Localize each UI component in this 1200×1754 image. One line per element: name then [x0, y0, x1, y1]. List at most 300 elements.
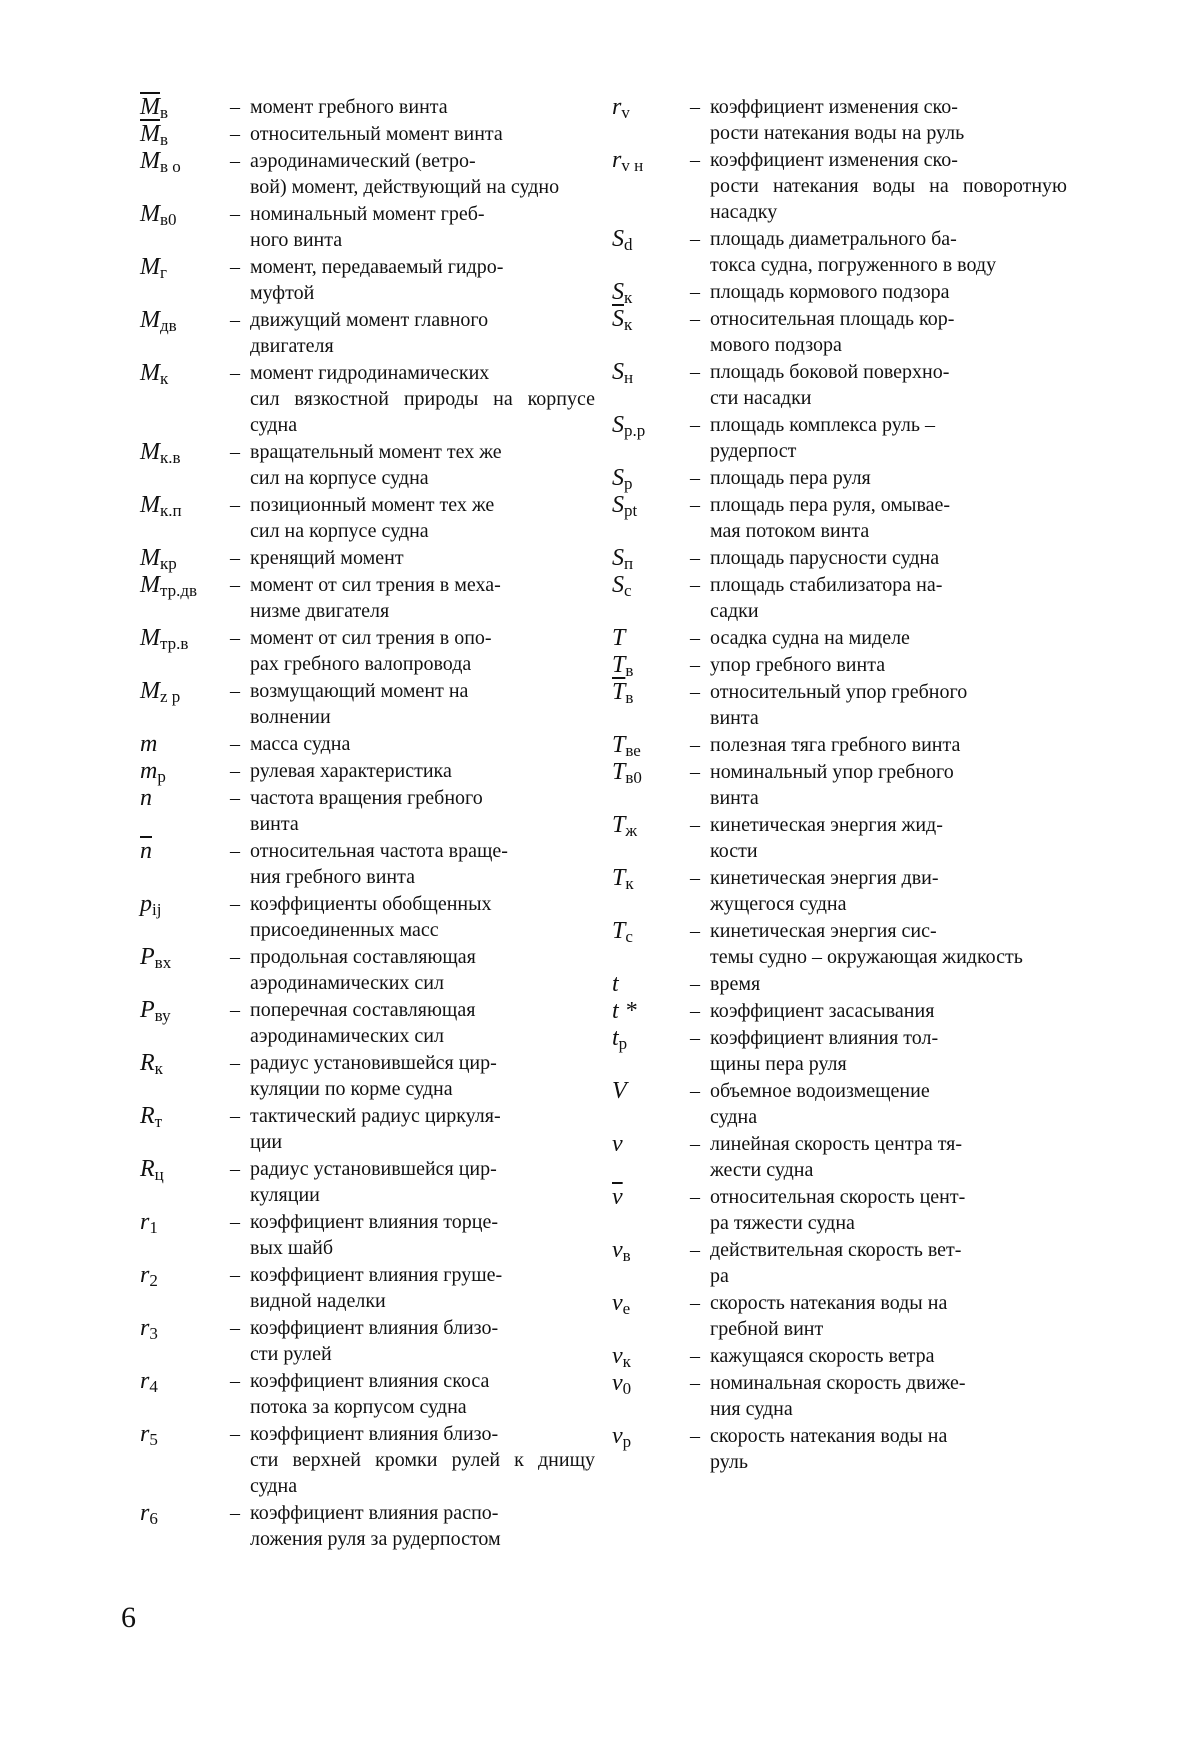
symbol-base: M	[140, 254, 160, 280]
definition-dash: –	[690, 867, 700, 889]
glossary-entry	[612, 652, 1067, 678]
symbol-base: $\overline{n}$	[140, 838, 152, 864]
glossary-entry	[612, 465, 1067, 491]
symbol-base: r	[140, 1209, 150, 1235]
definition-continuation: винта	[710, 787, 759, 809]
glossary-entry	[612, 545, 1067, 571]
definition-continuation: ции	[250, 1131, 283, 1153]
definition-text: позиционный момент тех же	[250, 494, 495, 516]
definition-text: кажущаяся скорость ветра	[710, 1345, 935, 1367]
symbol-base: M	[140, 307, 160, 333]
definition-text: относительная площадь кор-	[710, 308, 955, 330]
symbol-subscript: 5	[149, 1430, 158, 1449]
entry-symbol	[612, 971, 619, 997]
entry-symbol	[612, 1370, 631, 1402]
entry-symbol	[612, 306, 632, 338]
glossary-entry	[140, 678, 595, 730]
entry-symbol	[612, 572, 632, 604]
definition-continuation: мая потоком винта	[710, 520, 870, 542]
definition-text: относительная скорость цент-	[710, 1186, 966, 1208]
entry-definition	[690, 998, 1067, 1024]
entry-definition	[690, 1343, 1067, 1369]
definition-continuation: рах гребного валопровода	[250, 653, 472, 675]
symbol-subscript: 4	[149, 1377, 158, 1396]
definition-text: частота вращения гребного	[250, 787, 483, 809]
symbol-subscript: 0	[622, 1379, 632, 1398]
symbol-subscript: к	[624, 288, 633, 307]
definition-dash: –	[690, 467, 700, 489]
page-number: 6	[121, 1601, 136, 1634]
definition-continuation: куляции по корме судна	[250, 1078, 453, 1100]
entry-definition	[690, 625, 1067, 651]
symbol-base: S	[612, 572, 624, 598]
symbol-subscript: в	[160, 103, 169, 122]
definition-text: скорость натекания воды на	[710, 1425, 948, 1447]
symbol-subscript: ц	[154, 1165, 164, 1184]
definition-continuation: сти насадки	[710, 387, 812, 409]
entry-definition	[690, 679, 1067, 731]
symbol-base: R	[140, 1050, 155, 1076]
glossary-entry	[612, 625, 1067, 651]
definition-dash: –	[690, 654, 700, 676]
symbol-subscript: н	[624, 368, 634, 387]
definition-text: радиус установившейся цир-	[250, 1158, 497, 1180]
entry-definition	[230, 254, 595, 306]
entry-symbol	[612, 625, 625, 651]
symbol-base: S	[612, 279, 624, 305]
definition-continuation: винта	[710, 707, 759, 729]
definition-text: относительная частота враще-	[250, 840, 508, 862]
symbol-subscript: к.в	[160, 448, 181, 467]
definition-text: площадь пера руля, омывае-	[710, 494, 951, 516]
entry-definition	[690, 1131, 1067, 1183]
symbol-subscript: р	[622, 1432, 632, 1451]
entry-symbol	[612, 226, 633, 258]
definition-text: масса судна	[250, 733, 351, 755]
entry-symbol	[140, 1500, 158, 1532]
symbol-base: v	[612, 1370, 623, 1396]
definition-text: коэффициент влияния близо-	[250, 1423, 499, 1445]
glossary-entry	[140, 1156, 595, 1208]
glossary-entry	[140, 1050, 595, 1102]
glossary-entry	[140, 758, 595, 784]
glossary-entry	[612, 1078, 1067, 1130]
symbol-base: t *	[612, 998, 637, 1024]
entry-definition	[230, 1209, 595, 1261]
symbol-base: M	[140, 492, 160, 518]
definition-continuation: винта	[250, 813, 299, 835]
glossary-entry	[612, 572, 1067, 624]
definition-text: тактический радиус циркуля-	[250, 1105, 501, 1127]
definition-dash: –	[230, 999, 240, 1021]
definition-text: аэродинамический (ветро-	[250, 150, 476, 172]
definition-text: возмущающий момент на	[250, 680, 469, 702]
definition-text: момент, передаваемый гидро-	[250, 256, 504, 278]
entry-symbol	[140, 731, 157, 757]
entry-symbol	[140, 1262, 158, 1294]
definition-dash: –	[690, 973, 700, 995]
entry-definition	[230, 148, 595, 200]
definition-continuation: аэродинамических сил	[250, 1025, 444, 1047]
definition-dash: –	[230, 1052, 240, 1074]
definition-continuation: ложения руля за рудерпостом	[250, 1528, 501, 1550]
glossary-entry	[140, 121, 595, 147]
entry-definition	[690, 465, 1067, 491]
symbol-subscript: ij	[152, 900, 162, 919]
definition-text: коэффициент влияния торце-	[250, 1211, 499, 1233]
symbol-subscript: р	[157, 767, 166, 786]
definition-dash: –	[690, 734, 700, 756]
entry-definition	[230, 731, 595, 757]
symbol-subscript: 1	[149, 1218, 158, 1237]
definition-continuation: куляции	[250, 1184, 320, 1206]
entry-definition	[690, 1237, 1067, 1289]
symbol-base: p	[140, 891, 152, 917]
symbol-base: $\overline{M}$	[140, 121, 160, 147]
definition-continuation: сил на корпусе судна	[250, 467, 429, 489]
entry-definition	[230, 1500, 595, 1552]
entry-definition	[230, 944, 595, 996]
symbol-base: t	[612, 1025, 619, 1051]
glossary-entry	[140, 1421, 595, 1499]
glossary-entry	[140, 997, 595, 1049]
symbol-base: M	[140, 572, 160, 598]
symbol-subscript: 2	[149, 1271, 158, 1290]
entry-definition	[690, 572, 1067, 624]
definition-text: коэффициент изменения ско-	[710, 96, 958, 118]
definition-continuation: аэродинамических сил	[250, 972, 444, 994]
entry-definition	[690, 279, 1067, 305]
symbol-base: T	[612, 865, 626, 891]
definition-dash: –	[690, 414, 700, 436]
definition-dash: –	[690, 1345, 700, 1367]
entry-symbol	[612, 1423, 631, 1455]
definition-text: радиус установившейся цир-	[250, 1052, 497, 1074]
symbol-subscript: к	[160, 369, 169, 388]
definition-dash: –	[230, 96, 240, 118]
definition-text: коэффициент изменения ско-	[710, 149, 958, 171]
glossary-entry	[140, 1368, 595, 1420]
entry-definition	[230, 545, 595, 571]
definition-dash: –	[230, 627, 240, 649]
definition-dash: –	[690, 1239, 700, 1261]
entry-definition	[690, 652, 1067, 678]
symbol-subscript: с	[624, 581, 632, 600]
glossary-entry	[612, 226, 1067, 278]
glossary-entry	[140, 492, 595, 544]
symbol-base: v	[612, 1131, 623, 1157]
definition-dash: –	[690, 149, 700, 171]
definition-text: площадь боковой поверхно-	[710, 361, 950, 383]
definition-dash: –	[230, 733, 240, 755]
entry-definition	[230, 572, 595, 624]
definition-text: коэффициент влияния тол-	[710, 1027, 939, 1049]
definition-dash: –	[690, 228, 700, 250]
definition-dash: –	[230, 203, 240, 225]
definition-dash: –	[230, 362, 240, 384]
glossary-entry	[140, 572, 595, 624]
symbol-subscript: к	[624, 315, 633, 334]
definition-text: номинальный упор гребного	[710, 761, 954, 783]
glossary-entry	[612, 1423, 1067, 1475]
glossary-entry	[140, 944, 595, 996]
definition-dash: –	[690, 96, 700, 118]
glossary-entry	[612, 1237, 1067, 1289]
definition-dash: –	[690, 1425, 700, 1447]
glossary-entry	[612, 1025, 1067, 1077]
symbol-subscript: v н	[621, 156, 644, 175]
symbol-subscript: к	[625, 874, 634, 893]
symbol-base: r	[140, 1262, 150, 1288]
symbol-subscript: в	[160, 130, 169, 149]
symbol-base: $\overline{v}$	[612, 1184, 623, 1210]
definition-dash: –	[690, 281, 700, 303]
definition-dash: –	[690, 1186, 700, 1208]
glossary-entry	[140, 94, 595, 120]
definition-dash: –	[690, 1000, 700, 1022]
glossary-entry	[140, 1500, 595, 1552]
definition-dash: –	[230, 123, 240, 145]
symbol-base: n	[140, 785, 152, 811]
glossary-entry	[612, 147, 1067, 225]
symbol-base: R	[140, 1156, 155, 1182]
symbol-base: r	[140, 1368, 150, 1394]
symbol-base: P	[140, 997, 155, 1023]
entry-symbol	[612, 412, 645, 444]
definition-continuation: рости натекания воды на поворотную насадку	[710, 175, 1067, 223]
symbol-base: $\overline{T}$	[612, 679, 626, 705]
symbol-base: m	[140, 731, 158, 757]
entry-definition	[690, 812, 1067, 864]
symbol-subscript: т	[154, 1112, 163, 1131]
symbol-base: R	[140, 1103, 155, 1129]
symbol-subscript: к	[622, 1352, 631, 1371]
symbol-base: r	[612, 94, 622, 120]
symbol-base: M	[140, 545, 160, 571]
glossary-entry	[140, 785, 595, 837]
symbol-base: T	[612, 732, 626, 758]
glossary-entry	[612, 279, 1067, 305]
entry-definition	[230, 1103, 595, 1155]
glossary-entry	[140, 360, 595, 438]
entry-definition	[690, 545, 1067, 571]
definition-continuation: мового подзора	[710, 334, 842, 356]
right-column	[612, 94, 1067, 1476]
entry-definition	[230, 678, 595, 730]
entry-symbol	[140, 678, 180, 710]
definition-dash: –	[230, 1370, 240, 1392]
symbol-base: M	[140, 625, 160, 651]
symbol-subscript: кр	[160, 554, 177, 573]
definition-dash: –	[230, 760, 240, 782]
entry-definition	[690, 306, 1067, 358]
glossary-entry	[612, 1290, 1067, 1342]
definition-continuation: садки	[710, 600, 759, 622]
definition-continuation: потока за корпусом судна	[250, 1396, 467, 1418]
symbol-subscript: с	[625, 927, 633, 946]
definition-dash: –	[230, 680, 240, 702]
definition-continuation: сти верхней кромки рулей к днищу судна	[250, 1449, 595, 1497]
symbol-base: T	[612, 812, 626, 838]
definition-text: коэффициент влияния близо-	[250, 1317, 499, 1339]
definition-continuation: кости	[710, 840, 758, 862]
symbol-subscript: р	[624, 474, 633, 493]
symbol-base: r	[612, 147, 622, 173]
definition-dash: –	[690, 1080, 700, 1102]
symbol-subscript: z р	[160, 687, 181, 706]
definition-continuation: сти рулей	[250, 1343, 332, 1365]
glossary-entry	[140, 731, 595, 757]
entry-symbol	[140, 997, 171, 1029]
glossary-entry	[612, 1184, 1067, 1236]
entry-symbol	[140, 944, 171, 976]
definition-dash: –	[690, 1133, 700, 1155]
definition-dash: –	[230, 256, 240, 278]
definition-text: полезная тяга гребного винта	[710, 734, 961, 756]
definition-continuation: рудерпост	[710, 440, 797, 462]
definition-dash: –	[230, 1423, 240, 1445]
definition-continuation: ра тяжести судна	[710, 1212, 855, 1234]
definition-dash: –	[690, 761, 700, 783]
entry-definition	[690, 1423, 1067, 1475]
glossary-entry	[612, 732, 1067, 758]
definition-continuation: вых шайб	[250, 1237, 334, 1259]
definition-dash: –	[230, 441, 240, 463]
entry-symbol	[140, 307, 177, 339]
entry-symbol	[140, 492, 182, 524]
definition-text: коэффициент влияния распо-	[250, 1502, 499, 1524]
definition-continuation: жести судна	[710, 1159, 814, 1181]
definition-continuation: руль	[710, 1451, 748, 1473]
entry-definition	[230, 1050, 595, 1102]
definition-dash: –	[230, 1158, 240, 1180]
definition-dash: –	[690, 308, 700, 330]
definition-text: площадь комплекса руль –	[710, 414, 935, 436]
definition-dash: –	[230, 840, 240, 862]
definition-text: площадь стабилизатора на-	[710, 574, 943, 596]
definition-dash: –	[230, 1211, 240, 1233]
definition-dash: –	[230, 787, 240, 809]
glossary-entry	[140, 1209, 595, 1261]
glossary-entry	[612, 359, 1067, 411]
entry-symbol	[140, 625, 188, 657]
entry-symbol	[612, 1131, 623, 1157]
entry-symbol	[612, 1078, 627, 1104]
entry-symbol	[140, 1368, 158, 1400]
symbol-base: t	[612, 971, 619, 997]
definition-continuation: жущегося судна	[710, 893, 847, 915]
definition-text: движущий момент главного	[250, 309, 489, 331]
definition-dash: –	[230, 1105, 240, 1127]
glossary-entry	[140, 1262, 595, 1314]
symbol-subscript: ву	[154, 1006, 171, 1025]
entry-symbol	[140, 148, 181, 180]
entry-definition	[230, 997, 595, 1049]
definition-dash: –	[690, 920, 700, 942]
definition-text: относительный упор гребного	[710, 681, 968, 703]
symbol-base: r	[140, 1500, 150, 1526]
symbol-subscript: вх	[154, 953, 172, 972]
definition-text: объемное водоизмещение	[710, 1080, 930, 1102]
symbol-base: T	[612, 759, 626, 785]
symbol-subscript: в о	[160, 157, 181, 176]
symbol-base: S	[612, 412, 624, 438]
entry-definition	[690, 492, 1067, 544]
entry-symbol	[612, 812, 637, 844]
glossary-entry	[612, 918, 1067, 970]
definition-continuation: ния судна	[710, 1398, 793, 1420]
definition-dash: –	[230, 150, 240, 172]
symbol-subscript: 3	[149, 1324, 158, 1343]
glossary-entry	[140, 625, 595, 677]
definition-dash: –	[230, 574, 240, 596]
glossary-entry	[612, 306, 1067, 358]
entry-definition	[690, 1290, 1067, 1342]
glossary-entry	[140, 201, 595, 253]
definition-text: скорость натекания воды на	[710, 1292, 948, 1314]
glossary-entry	[140, 891, 595, 943]
symbol-base: $\overline{M}$	[140, 94, 160, 120]
glossary-entry	[140, 439, 595, 491]
definition-text: осадка судна на миделе	[710, 627, 910, 649]
entry-definition	[230, 439, 595, 491]
symbol-base: T	[612, 625, 626, 651]
symbol-base: r	[140, 1421, 150, 1447]
entry-definition	[230, 785, 595, 837]
glossary-entry	[612, 492, 1067, 544]
definition-text: площадь пера руля	[710, 467, 871, 489]
glossary-entry	[612, 998, 1067, 1024]
symbol-base: V	[612, 1078, 627, 1104]
entry-definition	[230, 838, 595, 890]
definition-dash: –	[690, 681, 700, 703]
definition-continuation: двигателя	[250, 335, 334, 357]
definition-dash: –	[690, 814, 700, 836]
definition-text: кренящий момент	[250, 547, 404, 569]
symbol-base: M	[140, 439, 160, 465]
definition-dash: –	[230, 494, 240, 516]
definition-text: номинальный момент греб-	[250, 203, 485, 225]
symbol-subscript: 6	[149, 1509, 158, 1528]
definition-text: кинетическая энергия сис-	[710, 920, 937, 942]
definition-continuation: темы судно – окружающая жидкость	[710, 946, 1023, 968]
entry-symbol	[140, 1209, 158, 1241]
entry-definition	[230, 758, 595, 784]
entry-definition	[690, 1184, 1067, 1236]
symbol-subscript: в	[625, 661, 634, 680]
entry-definition	[690, 94, 1067, 146]
entry-symbol	[140, 360, 168, 392]
entry-symbol	[140, 891, 161, 923]
definition-text: площадь парусности судна	[710, 547, 940, 569]
definition-continuation: токса судна, погруженного в воду	[710, 254, 997, 276]
definition-text: линейная скорость центра тя-	[710, 1133, 963, 1155]
entry-definition	[690, 412, 1067, 464]
definition-continuation: видной наделки	[250, 1290, 386, 1312]
entry-definition	[690, 1370, 1067, 1422]
entry-symbol	[140, 439, 181, 471]
definition-continuation: ния гребного винта	[250, 866, 415, 888]
definition-text: кинетическая энергия жид-	[710, 814, 943, 836]
glossary-entry	[140, 545, 595, 571]
symbol-subscript: рt	[624, 501, 638, 520]
definition-dash: –	[690, 1372, 700, 1394]
glossary-entry	[612, 679, 1067, 731]
glossary-entry	[140, 1315, 595, 1367]
entry-symbol	[612, 759, 642, 791]
entry-definition	[230, 94, 595, 120]
entry-definition	[690, 147, 1067, 225]
